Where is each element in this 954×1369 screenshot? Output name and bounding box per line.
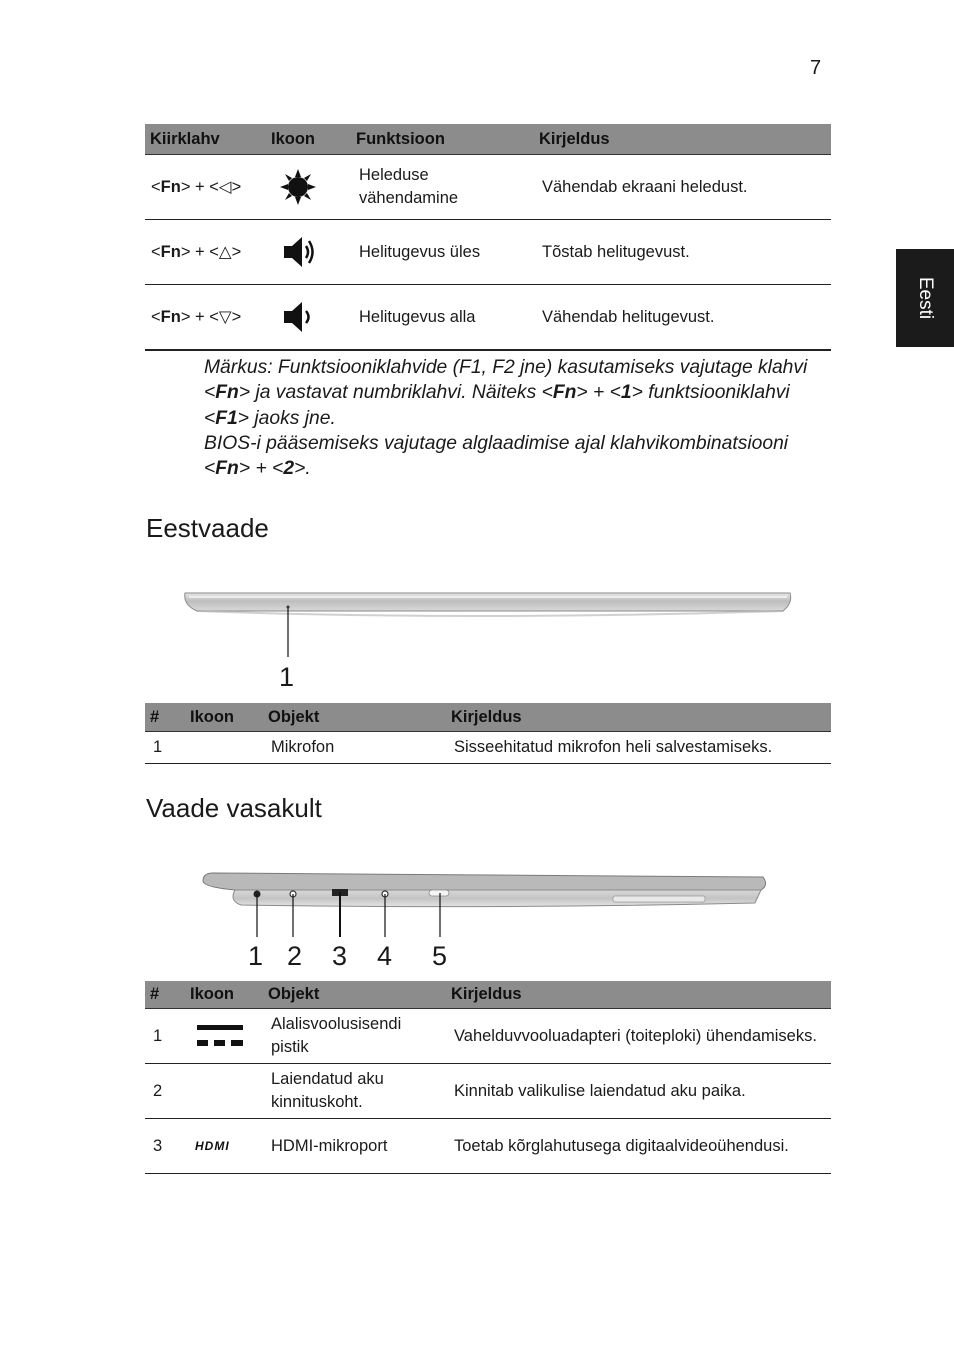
front-view-illustration	[175, 585, 800, 690]
row-description: Vahelduvvooluadapteri (toiteploki) ühendamiseks.	[446, 1009, 831, 1064]
dc-power-icon	[185, 1009, 263, 1064]
table-row	[145, 220, 831, 285]
header-ikoon: Ikoon	[266, 124, 351, 155]
left-callout-4: 4	[377, 941, 393, 971]
volume-down-icon	[266, 285, 351, 351]
table-row	[145, 1009, 831, 1064]
header-number: #	[145, 981, 185, 1009]
header-number: #	[145, 703, 185, 732]
header-ikoon: Ikoon	[185, 981, 263, 1009]
front-view-heading: Eestvaade	[146, 513, 269, 543]
left-view-illustration	[195, 865, 775, 945]
header-objekt: Objekt	[263, 981, 446, 1009]
left-callout-3: 3	[332, 941, 348, 971]
row-number: 1	[145, 1009, 185, 1064]
left-callout-1: 1	[248, 941, 264, 971]
row-object: HDMI-mikroport	[263, 1119, 446, 1174]
row-number: 3	[145, 1119, 185, 1174]
note-block	[204, 355, 834, 481]
left-view-table	[145, 981, 831, 1174]
hotkey-cell: <Fn> + <△>	[145, 220, 266, 285]
svg-text:HDMI: HDMI	[195, 1139, 230, 1153]
row-object: Alalisvoolusisendi pistik	[263, 1009, 446, 1064]
language-side-tab	[896, 249, 954, 347]
row-number: 2	[145, 1064, 185, 1119]
note-paragraph-bios: BIOS-i pääsemiseks vajutage alglaadimise ajal klahvikombinatsiooni <Fn> + <2>.	[204, 432, 789, 480]
table-row	[145, 1064, 831, 1119]
note-paragraph-fn: Märkus: Funktsiooniklahvide (F1, F2 jne) kasutamiseks vajutage klahvi <Fn> ja vastavat numbriklahvi. Näiteks <Fn> + <1> funktsiooniklahvi <F1> jaoks jne.	[204, 357, 808, 429]
description-cell: Vähendab ekraani heledust.	[534, 155, 831, 220]
header-kirjeldus: Kirjeldus	[534, 124, 831, 155]
header-kirjeldus: Kirjeldus	[446, 703, 831, 732]
hotkey-cell: <Fn> + <◁>	[145, 155, 266, 220]
header-objekt: Objekt	[263, 703, 446, 732]
header-ikoon: Ikoon	[185, 703, 263, 732]
hotkey-cell: <Fn> + <▽>	[145, 285, 266, 351]
row-number: 1	[145, 732, 185, 764]
front-view-table	[145, 703, 831, 764]
row-object: Laiendatud aku kinnituskoht.	[263, 1064, 446, 1119]
left-callout-5: 5	[432, 941, 448, 971]
row-object: Mikrofon	[263, 732, 446, 764]
left-view-heading: Vaade vasakult	[146, 793, 322, 823]
hotkeys-table	[145, 124, 831, 351]
table-row	[145, 155, 831, 220]
header-funktsioon: Funktsioon	[351, 124, 534, 155]
row-icon	[185, 1064, 263, 1119]
side-tab-label: Eesti	[915, 276, 936, 320]
left-callout-2: 2	[287, 941, 303, 971]
page-number: 7	[810, 57, 822, 79]
table-row	[145, 732, 831, 764]
front-callout-1: 1	[279, 662, 295, 692]
row-description: Toetab kõrglahutusega digitaalvideoühendusi.	[446, 1119, 831, 1174]
row-description: Sisseehitatud mikrofon heli salvestamiseks.	[446, 732, 831, 764]
table-row	[145, 285, 831, 351]
header-kiirklahv: Kiirklahv	[145, 124, 266, 155]
header-kirjeldus: Kirjeldus	[446, 981, 831, 1009]
hdmi-icon	[185, 1119, 263, 1174]
description-cell: Tõstab helitugevust.	[534, 220, 831, 285]
volume-up-icon	[266, 220, 351, 285]
row-description: Kinnitab valikulise laiendatud aku paika.	[446, 1064, 831, 1119]
function-cell: Helitugevus alla	[351, 285, 534, 351]
row-icon	[185, 732, 263, 764]
description-cell: Vähendab helitugevust.	[534, 285, 831, 351]
function-cell: Heleduse vähendamine	[351, 155, 534, 220]
table-row	[145, 1119, 831, 1174]
function-cell: Helitugevus üles	[351, 220, 534, 285]
brightness-down-icon	[266, 155, 351, 220]
